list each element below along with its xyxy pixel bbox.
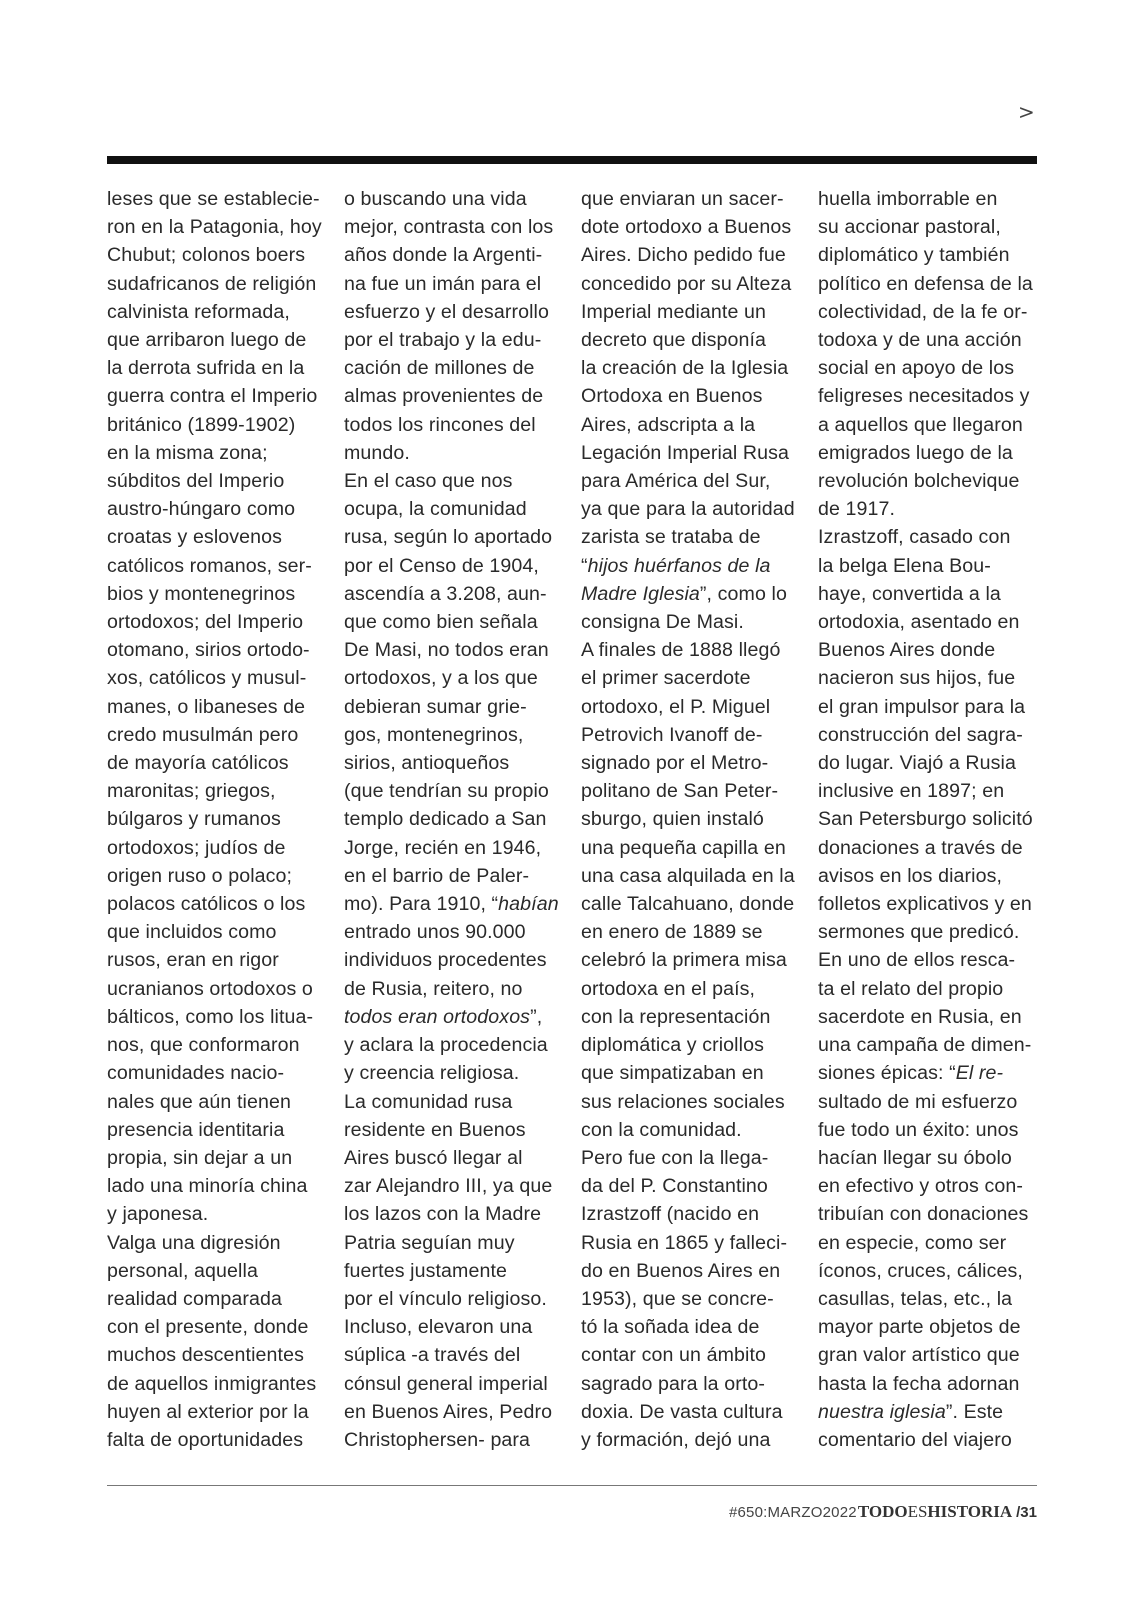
text-line: ortodoxo, el P. Miguel: [581, 695, 771, 718]
text-run: siones épicas: “: [818, 1062, 956, 1085]
text-line: sudafricanos de religión: [107, 272, 317, 295]
text-line: sermones que predicó.: [818, 921, 1020, 944]
text-line: diplomática y criollos: [581, 1034, 764, 1057]
text-line: ucranianos ortodoxos o: [107, 977, 313, 1000]
text-line: La comunidad rusa: [344, 1090, 513, 1113]
text-line: sus relaciones sociales: [581, 1090, 785, 1113]
text-line: haye, convertida a la: [818, 582, 1001, 605]
text-line: doxia. De vasta cultura: [581, 1400, 783, 1423]
quote-line: tribuían con donaciones: [818, 1203, 1029, 1226]
text-line: Incluso, elevaron una: [344, 1316, 533, 1339]
text-line: credo musulmán pero: [107, 723, 299, 746]
text-line: con el presente, donde: [107, 1316, 309, 1339]
text-line: la derrota sufrida en la: [107, 357, 305, 380]
text-line: otomano, sirios ortodo-: [107, 639, 310, 662]
quote-run: habían: [498, 893, 559, 916]
text-line: Jorge, recién en 1946,: [344, 836, 542, 859]
text-line: residente en Buenos: [344, 1118, 526, 1141]
text-line: Izrastzoff (nacido en: [581, 1203, 760, 1226]
text-line: concedido por su Alteza: [581, 272, 792, 295]
text-line: [818, 1398, 1033, 1426]
text-run: ”, como lo: [699, 582, 787, 605]
text-line: la belga Elena Bou-: [818, 554, 991, 577]
text-line: ortodoxos, y a los que: [344, 667, 538, 690]
text-line: [581, 580, 795, 608]
text-line: Petrovich Ivanoff de-: [581, 723, 763, 746]
text-line: nales que aún tienen: [107, 1090, 291, 1113]
quote-line: fue todo un éxito: unos: [818, 1118, 1019, 1141]
text-line: nacieron sus hijos, fue: [818, 667, 1016, 690]
text-line: tó la soñada idea de: [581, 1316, 760, 1339]
text-line: da del P. Constantino: [581, 1175, 768, 1198]
text-line: [344, 1003, 559, 1031]
text-line: (que tendrían su propio: [344, 780, 549, 803]
text-line: debieran sumar grie-: [344, 695, 527, 718]
quote-line: de Rusia, reitero, no: [344, 977, 523, 1000]
text-line: que como bien señala: [344, 611, 538, 634]
text-line: colectividad, de la fe or-: [818, 300, 1028, 323]
text-line: nos, que conformaron: [107, 1034, 300, 1057]
issue-label: #650:MARZO2022: [728, 1504, 857, 1521]
text-line: propia, sin dejar a un: [107, 1146, 293, 1169]
quote-line: individuos procedentes: [344, 949, 547, 972]
text-line: Legación Imperial Rusa: [581, 441, 790, 464]
text-line: falta de oportunidades: [107, 1428, 304, 1451]
next-page-chevron-icon[interactable]: >: [1018, 100, 1035, 124]
text-run: ”,: [530, 1005, 543, 1028]
text-line: o buscando una vida: [344, 188, 527, 210]
text-line: manes, o libaneses de: [107, 695, 306, 718]
text-line: signado por el Metro-: [581, 752, 769, 775]
text-line: Izrastzoff, casado con: [818, 526, 1011, 549]
text-line: na fue un imán para el: [344, 272, 542, 295]
text-line: do lugar. Viajó a Rusia: [818, 752, 1017, 775]
text-line: súbditos del Imperio: [107, 470, 285, 493]
logo-es: ES: [907, 1502, 928, 1521]
text-line: do en Buenos Aires en: [581, 1259, 781, 1282]
text-line: folletos explicativos y en: [818, 893, 1032, 916]
text-line: y formación, dejó una: [581, 1428, 771, 1451]
text-line: Aires. Dicho pedido fue: [581, 244, 786, 267]
quote-run: El re-: [955, 1062, 1004, 1085]
text-line: y creencia religiosa.: [344, 1062, 520, 1085]
text-line: zar Alejandro III, ya que: [344, 1175, 553, 1198]
text-line: británico (1899-1902): [107, 413, 296, 436]
text-line: el primer sacerdote: [581, 667, 751, 690]
text-line: En el caso que nos: [344, 470, 513, 493]
text-line: polacos católicos o los: [107, 893, 306, 916]
quote-run: hijos huérfanos de la: [587, 554, 771, 577]
text-line: ya que para la autoridad: [581, 498, 795, 521]
text-line: con la representación: [581, 1005, 771, 1028]
text-line: Pero fue con la llega-: [581, 1146, 769, 1169]
quote-line: entrado unos 90.000: [344, 921, 526, 944]
text-line: origen ruso o polaco;: [107, 864, 293, 887]
text-line: en el barrio de Paler-: [344, 864, 530, 887]
text-line: almas provenientes de: [344, 385, 544, 408]
text-line: lado una minoría china: [107, 1175, 308, 1198]
text-line: esfuerzo y el desarrollo: [344, 300, 549, 323]
text-line: comunidades nacio-: [107, 1062, 285, 1085]
column-2: [344, 185, 559, 1454]
text-line: Christophersen- para: [344, 1428, 531, 1451]
column-4: [818, 185, 1033, 1454]
quote-line: mayor parte objetos de: [818, 1316, 1021, 1339]
text-line: búlgaros y rumanos: [107, 808, 281, 831]
page-number: /31: [1016, 1504, 1037, 1521]
text-line: sagrado para la orto-: [581, 1372, 765, 1395]
text-line: rusa, según lo aportado: [344, 526, 553, 549]
text-line: a aquellos que llegaron: [818, 413, 1023, 436]
column-3: [581, 185, 795, 1454]
text-line: en la misma zona;: [107, 441, 268, 464]
text-line: que arribaron luego de: [107, 329, 307, 352]
quote-line: hacían llegar su óbolo: [818, 1146, 1012, 1169]
text-line: Valga una digresión: [107, 1231, 281, 1254]
text-line: sburgo, quien instaló: [581, 808, 764, 831]
text-line: que simpatizaban en: [581, 1062, 764, 1085]
text-line: súplica -a través del: [344, 1344, 521, 1367]
text-line: [818, 1059, 1033, 1087]
text-line: por el vínculo religioso.: [344, 1287, 547, 1310]
text-line: Aires buscó llegar al: [344, 1146, 523, 1169]
text-line: diplomático y también: [818, 244, 1010, 267]
text-line: ortodoxia, asentado en: [818, 611, 1020, 634]
text-line: [344, 890, 559, 918]
text-line: San Petersburgo solicitó: [818, 808, 1033, 831]
text-line: xos, católicos y musul-: [107, 667, 307, 690]
text-line: celebró la primera misa: [581, 949, 787, 972]
text-line: realidad comparada: [107, 1287, 282, 1310]
text-run: ”. Este: [945, 1400, 1004, 1423]
text-line: En uno de ellos resca-: [818, 949, 1016, 972]
text-line: huyen al exterior por la: [107, 1400, 309, 1423]
text-line: [581, 552, 795, 580]
text-line: Buenos Aires donde: [818, 639, 996, 662]
text-line: revolución bolchevique: [818, 470, 1020, 493]
text-line: leses que se establecie-: [107, 188, 320, 210]
text-line: para América del Sur,: [581, 470, 771, 493]
text-line: huella imborrable en: [818, 188, 998, 210]
text-line: muchos descentientes: [107, 1344, 304, 1367]
text-line: una pequeña capilla en: [581, 836, 786, 859]
logo-todo: TODO: [857, 1502, 908, 1521]
text-line: la creación de la Iglesia: [581, 357, 789, 380]
text-line: que incluidos como: [107, 921, 277, 944]
top-rule: [107, 156, 1037, 164]
text-line: sirios, antioqueños: [344, 752, 510, 775]
text-line: el gran impulsor para la: [818, 695, 1026, 718]
quote-line: en efectivo y otros con-: [818, 1175, 1023, 1198]
text-line: de 1917.: [818, 498, 896, 521]
text-line: zarista se trataba de: [581, 526, 761, 549]
text-line: con la comunidad.: [581, 1118, 742, 1141]
quote-run: nuestra iglesia: [818, 1400, 946, 1423]
quote-line: hasta la fecha adornan: [818, 1372, 1020, 1395]
text-line: años donde la Argenti-: [344, 244, 543, 267]
text-line: todoxa y de una acción: [818, 329, 1022, 352]
text-line: su accionar pastoral,: [818, 216, 1001, 239]
text-line: decreto que disponía: [581, 329, 767, 352]
quote-line: íconos, cruces, cálices,: [818, 1259, 1023, 1282]
text-line: Patria seguían muy: [344, 1231, 515, 1254]
text-line: ortodoxa en el país,: [581, 977, 756, 1000]
text-line: de mayoría católicos: [107, 752, 289, 775]
text-line: dote ortodoxo a Buenos: [581, 216, 792, 239]
text-line: contar con un ámbito: [581, 1344, 766, 1367]
page-footer: [729, 1502, 1037, 1522]
quote-line: en especie, como ser: [818, 1231, 1007, 1254]
text-line: en enero de 1889 se: [581, 921, 763, 944]
text-line: maronitas; griegos,: [107, 780, 276, 803]
text-line: fuertes justamente: [344, 1259, 507, 1282]
text-line: y aclara la procedencia: [344, 1034, 548, 1057]
text-line: bálticos, como los litua-: [107, 1005, 314, 1028]
text-line: inclusive en 1897; en: [818, 780, 1005, 803]
magazine-logo: [858, 1502, 1012, 1522]
text-line: católicos romanos, ser-: [107, 554, 312, 577]
text-line: mundo.: [344, 441, 410, 464]
text-line: construcción del sagra-: [818, 723, 1023, 746]
text-line: feligreses necesitados y: [818, 385, 1030, 408]
text-line: gos, montenegrinos,: [344, 723, 524, 746]
text-line: A finales de 1888 llegó: [581, 639, 781, 662]
text-line: Aires, adscripta a la: [581, 413, 756, 436]
text-line: templo dedicado a San: [344, 808, 547, 831]
text-line: bios y montenegrinos: [107, 582, 296, 605]
quote-line: gran valor artístico que: [818, 1344, 1020, 1367]
text-line: todos los rincones del: [344, 413, 536, 436]
quote-run: Madre Iglesia: [581, 582, 700, 605]
quote-line: sultado de mi esfuerzo: [818, 1090, 1018, 1113]
text-line: de aquellos inmigrantes: [107, 1372, 317, 1395]
text-line: croatas y eslovenos: [107, 526, 283, 549]
column-1: [107, 185, 322, 1454]
text-line: presencia identitaria: [107, 1118, 285, 1141]
text-line: que enviaran un sacer-: [581, 188, 784, 210]
text-line: y japonesa.: [107, 1203, 209, 1226]
text-run: mo). Para 1910, “: [344, 893, 499, 916]
text-line: avisos en los diarios,: [818, 864, 1003, 887]
text-line: Imperial mediante un: [581, 300, 766, 323]
text-line: ron en la Patagonia, hoy: [107, 216, 322, 239]
logo-historia: HISTORIA: [927, 1502, 1013, 1521]
text-line: Rusia en 1865 y falleci-: [581, 1231, 788, 1254]
text-line: comentario del viajero: [818, 1428, 1012, 1451]
text-line: cónsul general imperial: [344, 1372, 548, 1395]
text-line: sacerdote en Rusia, en: [818, 1005, 1022, 1028]
text-line: Ortodoxa en Buenos: [581, 385, 763, 408]
text-line: mejor, contrasta con los: [344, 216, 554, 239]
text-line: calvinista reformada,: [107, 300, 290, 323]
text-line: De Masi, no todos eran: [344, 639, 549, 662]
text-line: ortodoxos; del Imperio: [107, 611, 304, 634]
text-line: una campaña de dimen-: [818, 1034, 1032, 1057]
text-line: emigrados luego de la: [818, 441, 1013, 464]
text-line: en Buenos Aires, Pedro: [344, 1400, 553, 1423]
text-line: ta el relato del propio: [818, 977, 1004, 1000]
text-line: personal, aquella: [107, 1259, 258, 1282]
text-line: 1953), que se concre-: [581, 1287, 774, 1310]
bottom-rule: [107, 1485, 1037, 1486]
text-line: por el Censo de 1904,: [344, 554, 539, 577]
text-line: ortodoxos; judíos de: [107, 836, 286, 859]
text-line: consigna De Masi.: [581, 611, 744, 634]
text-line: cación de millones de: [344, 357, 535, 380]
text-line: ocupa, la comunidad: [344, 498, 527, 521]
text-run: “: [581, 554, 588, 577]
text-line: los lazos con la Madre: [344, 1203, 542, 1226]
text-line: una casa alquilada en la: [581, 864, 795, 887]
text-line: austro-húngaro como: [107, 498, 296, 521]
text-line: político en defensa de la: [818, 272, 1033, 295]
text-line: calle Talcahuano, donde: [581, 893, 795, 916]
quote-line: casullas, telas, etc., la: [818, 1287, 1013, 1310]
text-line: rusos, eran en rigor: [107, 949, 279, 972]
text-line: politano de San Peter-: [581, 780, 779, 803]
quote-run: todos eran ortodoxos: [344, 1005, 531, 1028]
text-line: Chubut; colonos boers: [107, 244, 306, 267]
text-line: ascendía a 3.208, aun-: [344, 582, 547, 605]
text-line: donaciones a través de: [818, 836, 1023, 859]
text-line: social en apoyo de los: [818, 357, 1015, 380]
text-line: guerra contra el Imperio: [107, 385, 318, 408]
text-line: por el trabajo y la edu-: [344, 329, 542, 352]
